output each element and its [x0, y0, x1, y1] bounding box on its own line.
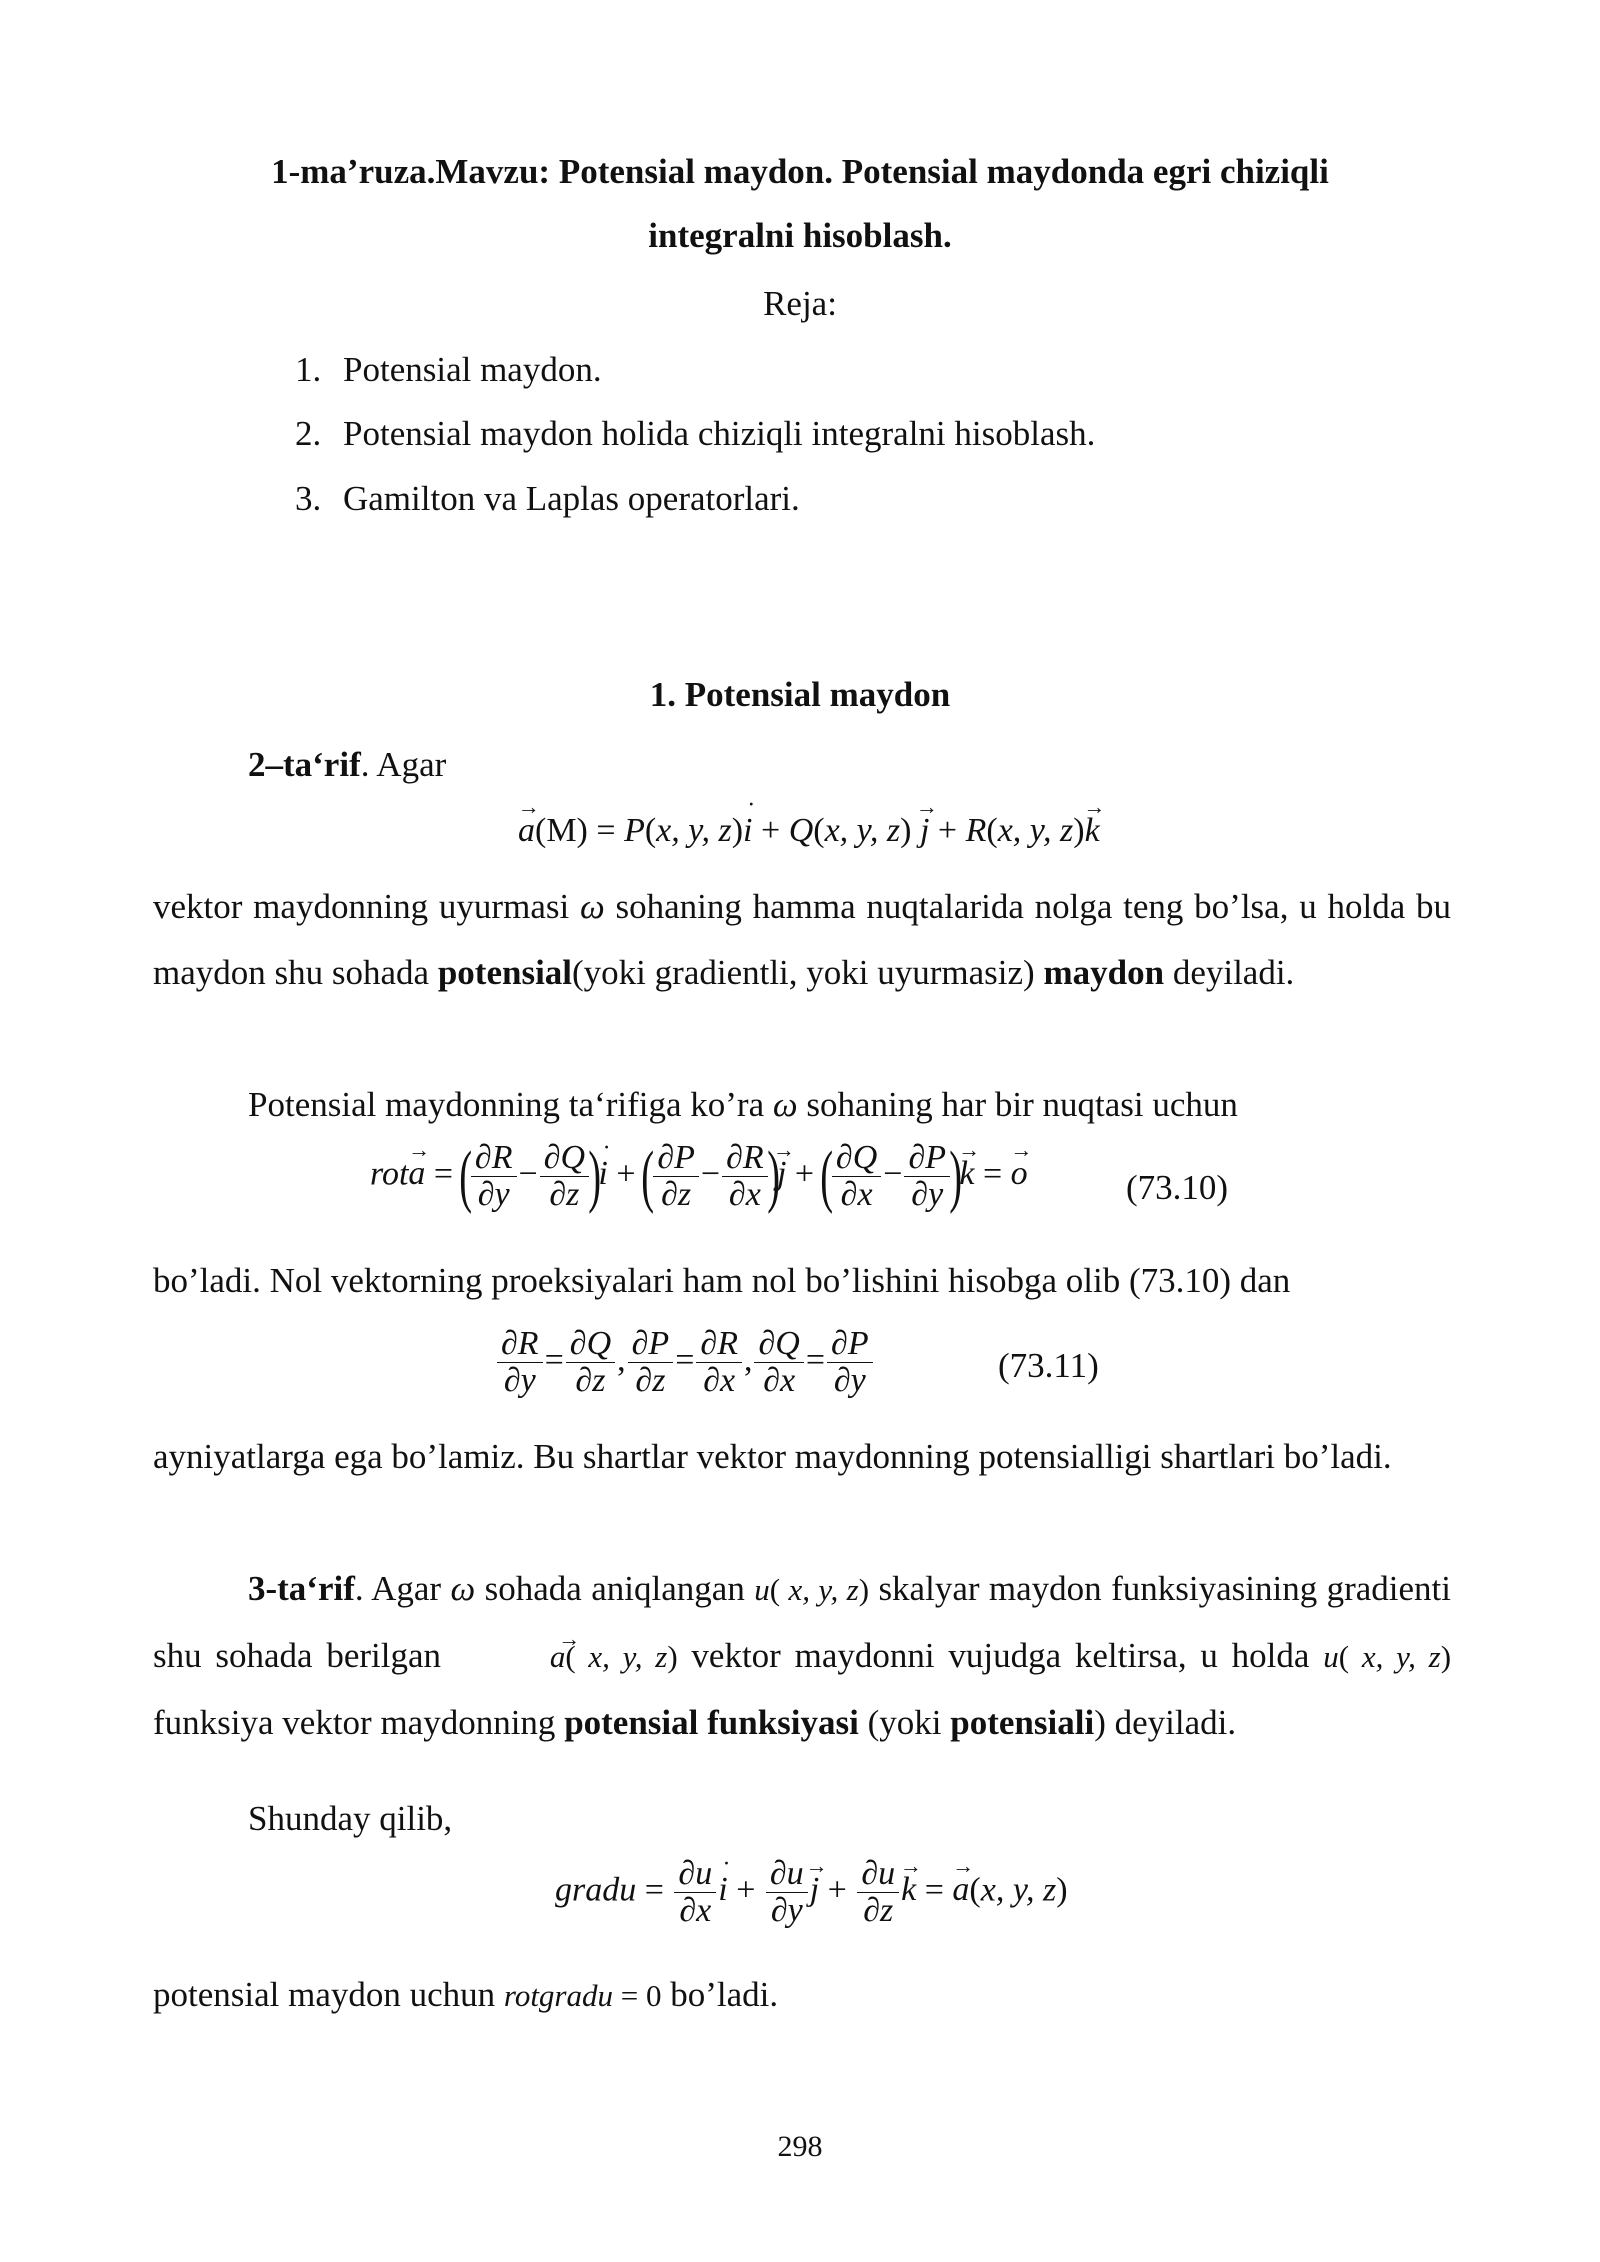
plan-heading: Reja: — [763, 284, 837, 323]
plan-item: 1. Potensial maydon. — [295, 350, 602, 389]
definition-label: 2–ta‘rif — [248, 745, 361, 784]
vector-field-equation: → a(M) = P(x, y, z)· i + Q(x, y, z) → j + R(x, y, z)→ k — [518, 812, 1100, 850]
paragraph-projections: bo’ladi. Nol vektorning proeksiyalari ham nol bo’lishini hisobga olib (73.10) dan — [153, 1261, 1291, 1300]
paragraph-definition-2: vektor maydonning uyurmasi ω sohaning hamma nuqtalarida nolga teng bo’lsa, u holda bu maydon shu sohada potensial(yoki gradientli, yoki uyurmasiz) maydon deyiladi. — [153, 887, 1452, 992]
lecture-title-line2: integralni hisoblash. — [648, 216, 952, 255]
plan-item: 3. Gamilton va Laplas operatorlari. — [295, 479, 800, 518]
equation-number: (73.11) — [998, 1346, 1099, 1385]
curl-equation: rot→ a = ( $\frac{\partial R}{\partial y}$ − $\frac{\partial Q}{\partial z}$ )· i + ( $\frac{\partial P}{\partial z}$ − $\frac{\partial R}{\partial x}$ )→ j + ( $\frac{\partial Q}{\partial x}$ − $\frac{\partial P}{\partial y}$ )→ k = → o — [370, 1140, 1028, 1213]
lecture-title-line1: 1-ma’ruza.Mavzu: Potensial maydon. Potensial maydonda egri chiziqli — [271, 152, 1329, 191]
paragraph-rotgrad: potensial maydon uchun rotgradu = 0 bo’ladi. — [153, 1975, 779, 2014]
gradient-equation: gradu = $\frac{\partial u}{\partial x}$ · i + $\frac{\partial u}{\partial y}$ → j + $\frac{\partial u}{\partial z}$ → k = → a(x, y, z) — [555, 1856, 1068, 1929]
paragraph-definition-3: 3-ta‘rif. Agar ω sohada aniqlangan u( x, y, z) skalyar maydon funksiyasining gradienti shu sohada berilgan → a( x, y, z) vektor maydonni vujudga keltirsa, u holda u( x, y, z) funksiya vektor maydonning potensial funksiyasi (yoki potensiali) deyiladi. — [153, 1556, 1451, 1756]
definition-label: 3-ta‘rif — [248, 1569, 355, 1608]
plan-item: 2. Potensial maydon holida chiziqli integralni hisoblash. — [295, 414, 1096, 453]
section-heading: 1. Potensial maydon — [649, 675, 951, 714]
paragraph-potential: Potensial maydonning ta‘rifiga ko’ra ω sohaning har bir nuqtasi uchun — [248, 1085, 1238, 1124]
paragraph-thus: Shunday qilib, — [248, 1799, 453, 1838]
page-number: 298 — [777, 2130, 823, 2163]
potentiality-conditions-equation: $\frac{\partial R}{\partial y}$ = $\frac{\partial Q}{\partial z}$ , $\frac{\partial P}{\partial z}$ = $\frac{\partial R}{\partial x}$ , $\frac{\partial Q}{\partial x}$ = $\frac{\partial P}{\partial y}$ — [495, 1326, 875, 1399]
equation-number: (73.10) — [1126, 1168, 1229, 1207]
definition-2-intro: 2–ta‘rif. Agar — [248, 745, 447, 784]
paragraph-identities: ayniyatlarga ega bo’lamiz. Bu shartlar vektor maydonning potensialligi shartlari bo’ladi. — [153, 1437, 1392, 1476]
